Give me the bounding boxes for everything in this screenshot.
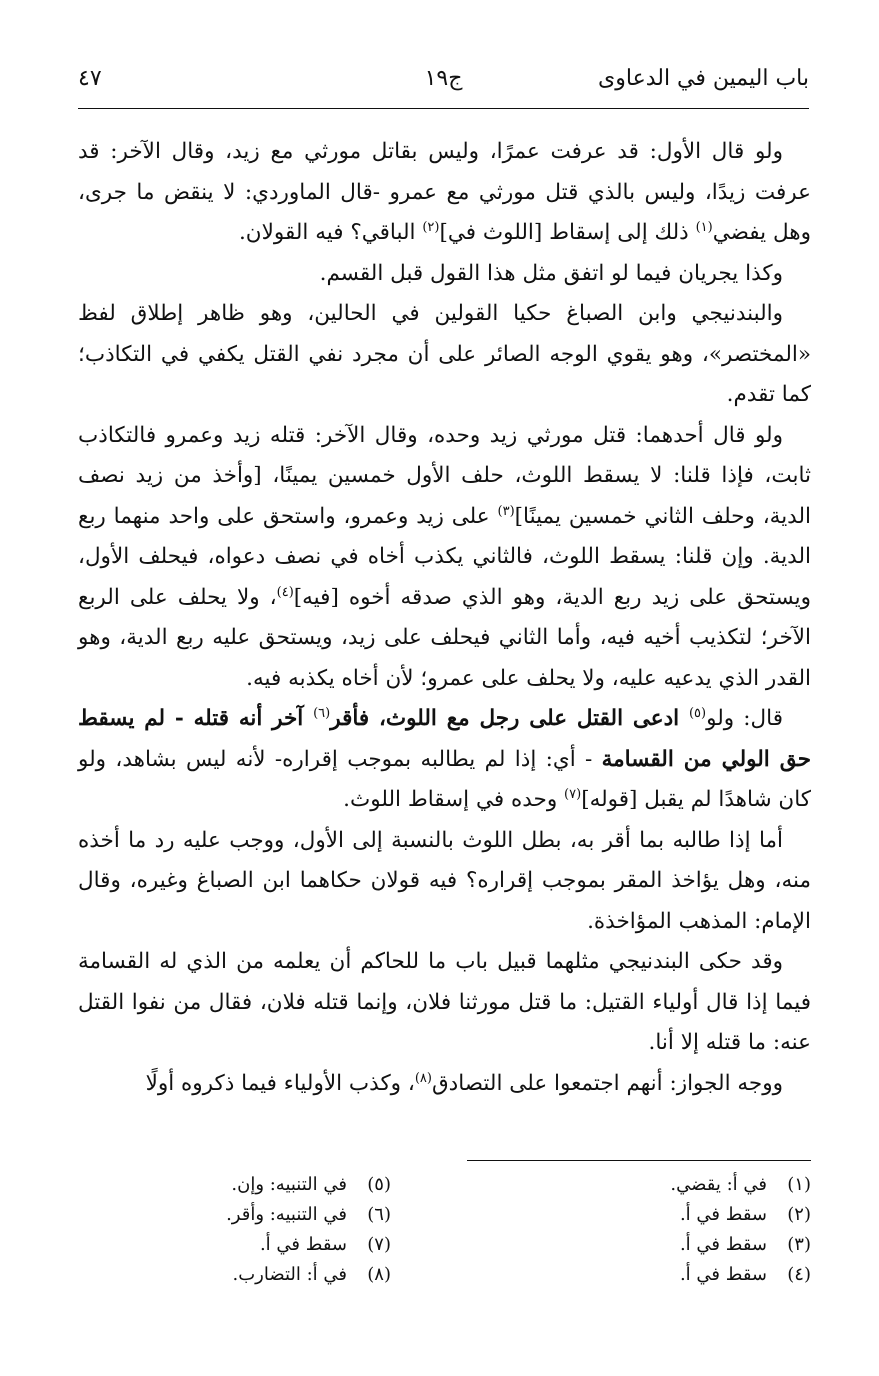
- paragraph: [78, 416, 811, 700]
- footnote-number: (١): [787, 1174, 811, 1195]
- footnote-reference: (١): [695, 219, 713, 235]
- footnote: [451, 1230, 811, 1260]
- footnote-text: سقط في أ.: [679, 1204, 767, 1225]
- text-segment: على زيد وعمرو، واستحق على واحد منهما ربع الدية. وإن قلنا: يسقط اللوث، فالثاني يكذب أخاه في نصف دعواه، فيحلف الأول، ويستحق على زيد ربع الدية، وهو الذي صدقه أخوه [فيه]: [78, 503, 811, 610]
- footnote-reference: (٢): [422, 219, 440, 235]
- footnote-number: (٦): [367, 1204, 391, 1225]
- footnote-reference: (٣): [497, 503, 515, 519]
- footnote-text: سقط في أ.: [259, 1234, 347, 1255]
- footnote-text: في أ: التضارب.: [232, 1264, 347, 1285]
- footnote-text: سقط في أ.: [679, 1264, 767, 1285]
- footnote: [31, 1230, 391, 1260]
- page-number: ٤٧: [78, 66, 102, 91]
- footnote: [31, 1170, 391, 1200]
- text-segment: الباقي؟ فيه القولان.: [238, 220, 423, 245]
- footnote-divider: [467, 1160, 811, 1161]
- footnotes-column-left: [31, 1170, 391, 1290]
- paragraph: [78, 821, 811, 943]
- text-segment: ولو قال الأول: قد عرفت عمرًا، وليس بقاتل مورثي مع زيد، وقال الآخر: قد عرفت زيدًا، وليس بالذي قتل مورثي مع عمرو -قال الماوردي: لا ينقض ما جرى، وهل يفضي: [78, 139, 811, 245]
- matn-text: آخر أنه قتله - لم يسقط حق الولي من القسامة: [78, 706, 811, 772]
- page-header: [78, 66, 809, 106]
- footnote-number: (٨): [367, 1264, 391, 1285]
- footnote-reference: (٥): [688, 705, 707, 721]
- main-text: [78, 132, 811, 1104]
- footnote-number: (٣): [787, 1234, 811, 1255]
- footnote: [451, 1260, 811, 1290]
- footnote-reference: (٦): [313, 705, 331, 721]
- text-segment: وقد حكى البندنيجي مثلهما قبيل باب ما للحاكم أن يعلمه من الذي له القسامة فيما إذا قال أولياء القتيل: ما قتل مورثنا فلان، وإنما قتله فلان، فقال من نفوا القتل عنه: ما قتله إلا أنا.: [78, 949, 811, 1055]
- header-divider: [78, 108, 809, 109]
- paragraph: [78, 942, 811, 1064]
- paragraph: [78, 132, 811, 254]
- text-segment: وحده في إسقاط اللوث.: [343, 787, 565, 812]
- footnote-number: (٧): [367, 1234, 391, 1255]
- footnote: [451, 1170, 811, 1200]
- footnote-number: (٥): [367, 1174, 391, 1195]
- footnote-number: (٢): [787, 1204, 811, 1225]
- text-segment: أما إذا طالبه بما أقر به، بطل اللوث بالنسبة إلى الأول، ووجب عليه رد ما أخذه منه، وهل يؤاخذ المقر بموجب إقراره؟ فيه قولان حكاهما ابن الصباغ وغيره، وقال الإمام: المذهب المؤاخذة.: [78, 827, 811, 934]
- text-segment: ذلك إلى إسقاط [اللوث في]: [439, 220, 696, 245]
- footnote: [31, 1200, 391, 1230]
- paragraph: [78, 254, 811, 295]
- footnote-reference: (٤): [276, 584, 294, 600]
- matn-text: ادعى القتل على رجل مع اللوث، فأقر: [330, 706, 689, 731]
- footnote-text: في التنبيه: وإن.: [231, 1174, 347, 1195]
- text-segment: ، وكذب الأولياء فيما ذكروه أولًا: [145, 1070, 415, 1096]
- footnote: [451, 1200, 811, 1230]
- footnote-text: في التنبيه: وأقر.: [226, 1204, 347, 1225]
- footnotes-column-right: [451, 1170, 811, 1290]
- footnote: [31, 1260, 391, 1290]
- footnote-text: في أ: يقضي.: [670, 1174, 767, 1195]
- text-segment: ووجه الجواز: أنهم اجتمعوا على التصادق: [431, 1070, 783, 1096]
- paragraph: [78, 699, 811, 821]
- footnote-reference: (٨): [414, 1070, 432, 1086]
- text-segment: والبندنيجي وابن الصباغ حكيا القولين في الحالين، وهو ظاهر إطلاق لفظ «المختصر»، وهو يقوي الوجه الصائر على أن مجرد نفي القتل يكفي في التكاذب؛ كما تقدم.: [78, 301, 811, 407]
- text-segment: ، ولا يحلف على الربع الآخر؛ لتكذيب أخيه فيه، وأما الثاني فيحلف على زيد، ويستحق عليه ربع الدية، وهو القدر الذي يدعيه عليه، ولا يحلف على عمرو؛ لأن أخاه يكذبه فيه.: [78, 584, 811, 691]
- chapter-title: باب اليمين في الدعاوى: [598, 66, 809, 91]
- text-segment: - أي: إذا لم يطالبه بموجب إقراره- لأنه ليس بشاهد، ولو كان شاهدًا لم يقبل [قوله]: [78, 746, 811, 812]
- paragraph: [78, 1064, 811, 1105]
- text-segment: قال: ولو: [706, 706, 783, 731]
- volume-label: ج١٩: [424, 66, 463, 91]
- footnote-text: سقط في أ.: [679, 1234, 767, 1255]
- footnote-reference: (٧): [564, 786, 582, 802]
- text-segment: ولو قال أحدهما: قتل مورثي زيد وحده، وقال الآخر: قتله زيد وعمرو فالتكاذب ثابت، فإذا قلنا: لا يسقط اللوث، حلف الأول خمسين يمينًا، [وأخذ من زيد نصف الدية، وحلف الثاني خمسين يمينًا]: [78, 422, 811, 529]
- paragraph: [78, 294, 811, 416]
- footnote-number: (٤): [787, 1264, 811, 1285]
- text-segment: وكذا يجريان فيما لو اتفق مثل هذا القول قبل القسم.: [319, 260, 783, 286]
